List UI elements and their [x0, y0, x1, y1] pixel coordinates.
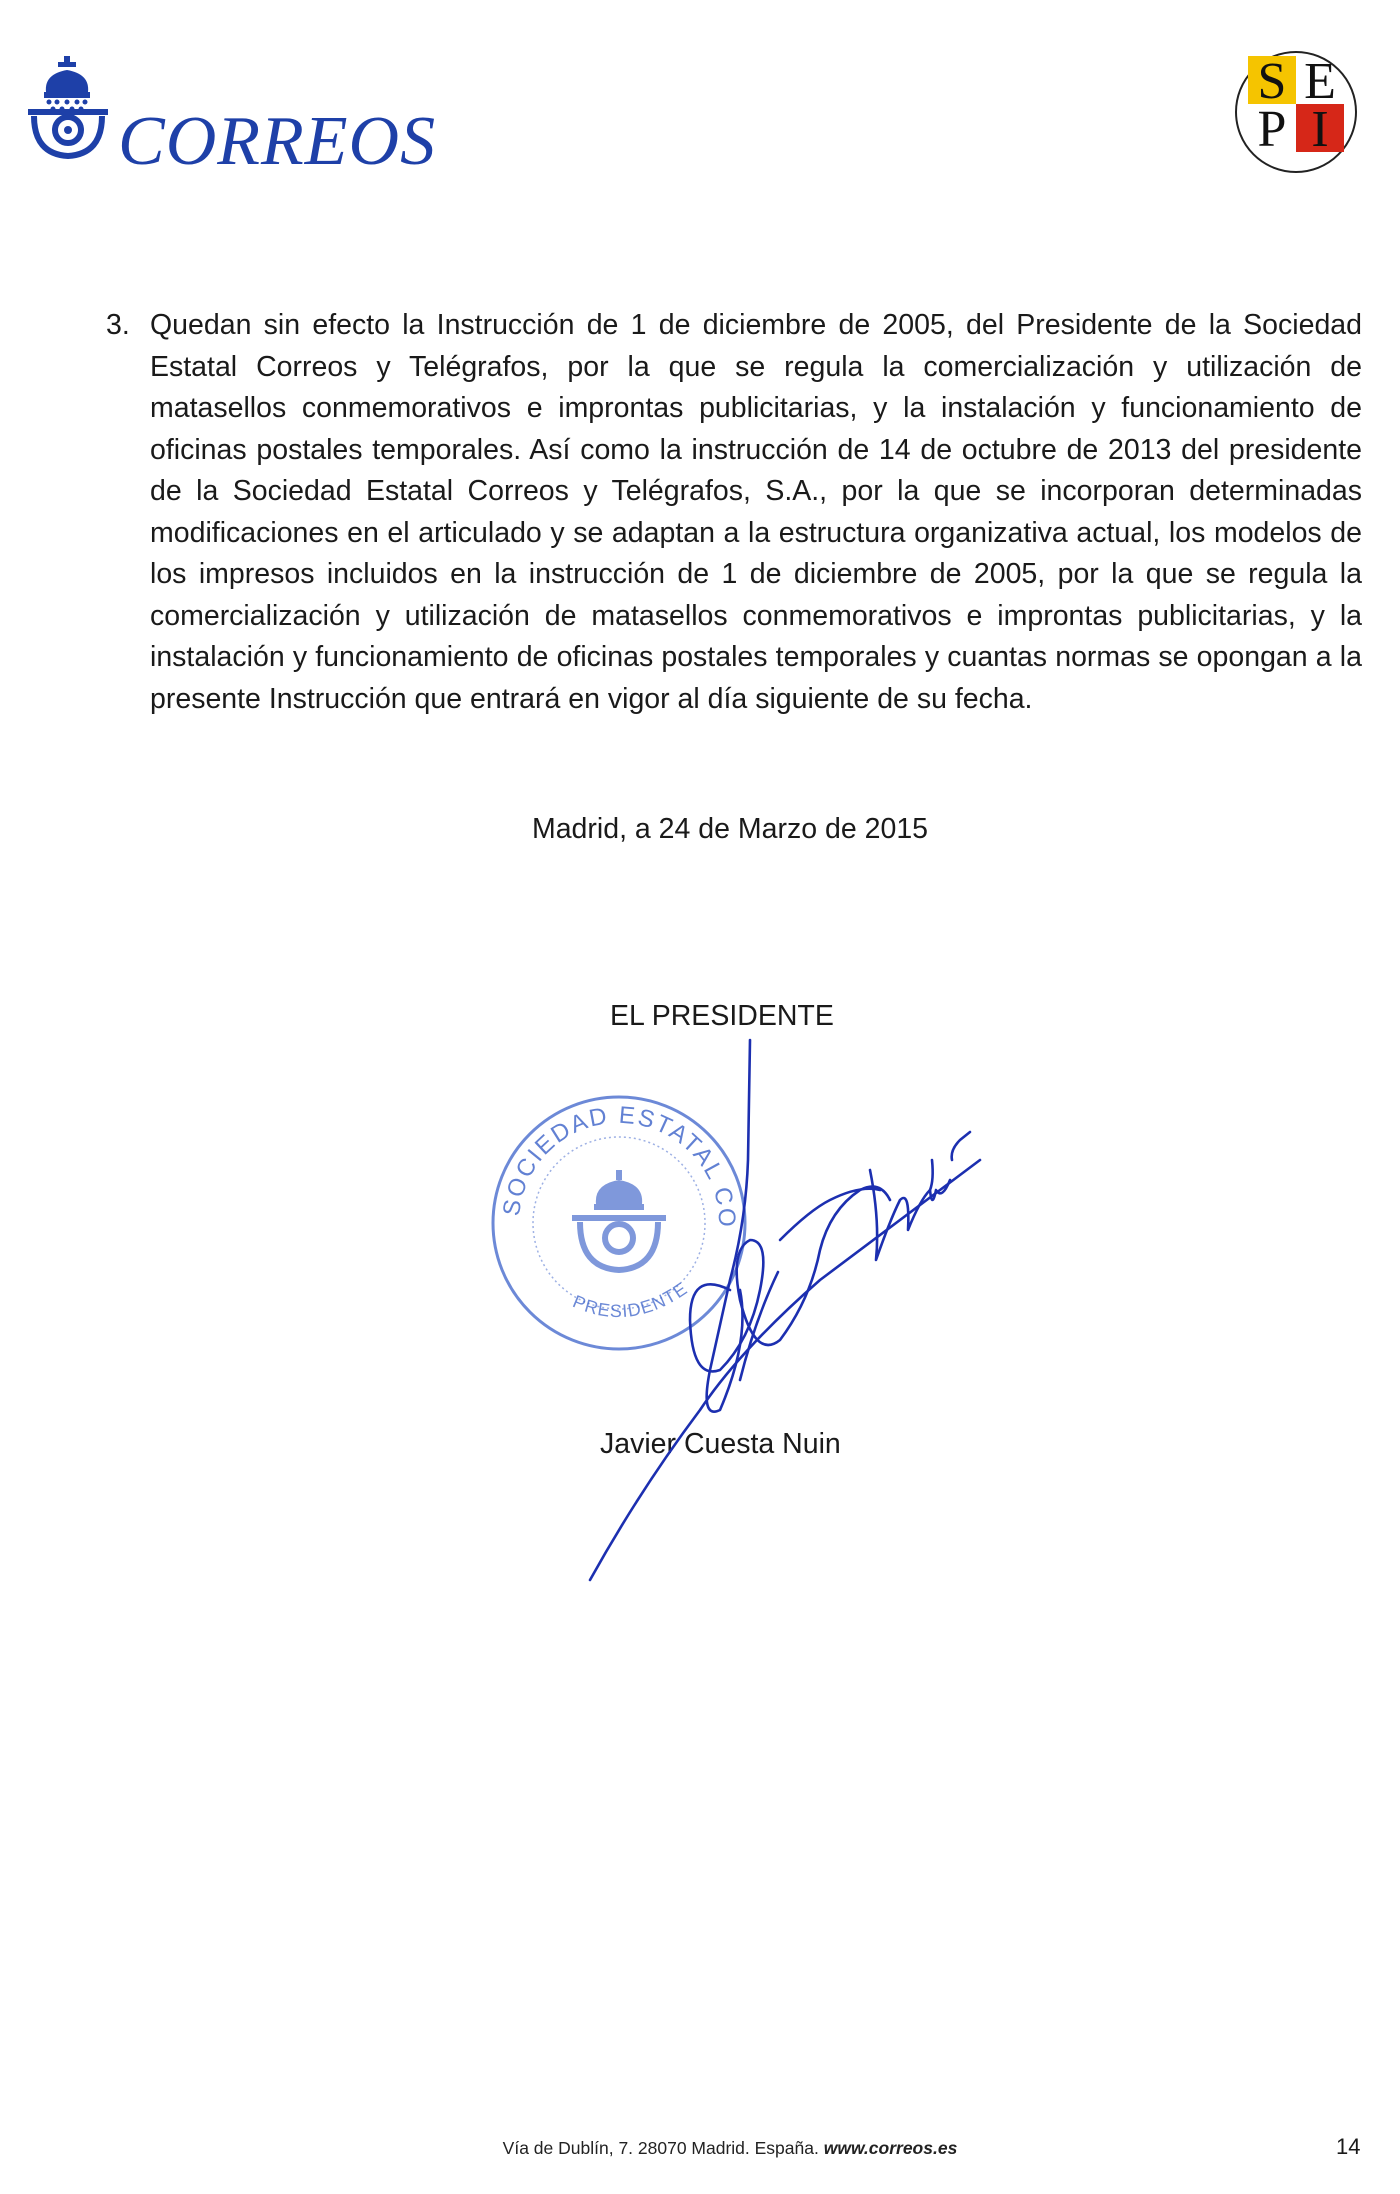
clause-number: 3. — [106, 309, 130, 341]
correos-wordmark: CORREOS — [118, 103, 437, 176]
sepi-letter-i: I — [1311, 101, 1329, 158]
correos-logo — [22, 26, 482, 176]
footer-website: www.correos.es — [823, 2138, 958, 2158]
correos-logo-graphic — [22, 26, 482, 176]
signer-role: EL PRESIDENTE — [610, 1000, 834, 1032]
sepi-letter-p: P — [1257, 101, 1287, 158]
place-date: Madrid, a 24 de Marzo de 2015 — [531, 813, 929, 845]
signer-name: Javier Cuesta Nuin — [600, 1428, 841, 1460]
sepi-letter-e: E — [1304, 53, 1336, 110]
sepi-logo — [1228, 42, 1364, 178]
clause-text: Quedan sin efecto la Instrucción de 1 de diciembre de 2005, del Presidente de la Sociedad Estatal Correos y Telégrafos, por la que se regula la comercialización y utilización de matasellos conmemorativos e improntas publicitarias, y la instalación y funcionamiento de oficinas postales temporales. Así como la instrucción de 14 de octubre de 2013 del presidente de la Sociedad Estatal Correos y Telégrafos, S.A., por la que se incorporan determinadas modificaciones en el articulado y se adaptan a la estructura organizativa actual, los modelos de los impresos incluidos en la instrucción de 1 de diciembre de 2005, por la que se regula la comercialización y utilización de matasellos conmemorativos e improntas publicitarias, y la instalación y funcionamiento de oficinas postales temporales y cuantas normas se opongan a la presente Instrucción que entrará en vigor al día siguiente de su fecha. — [150, 309, 1362, 715]
clause-3 — [106, 305, 1362, 720]
sepi-logo-graphic — [1228, 42, 1364, 178]
footer-address: Vía de Dublín, 7. 28070 Madrid. España. — [502, 2138, 819, 2158]
handwritten-signature — [580, 1040, 1000, 1600]
page-number: 14 — [1336, 2134, 1361, 2159]
handwritten-signature-strokes — [580, 1040, 1000, 1600]
stamp-text: SOCIEDAD ESTATAL CORREOS Y TELEGRAFOS — [477, 1071, 741, 1230]
stamp-bottom-text: PRESIDENTE — [569, 1278, 692, 1322]
sepi-letter-s: S — [1257, 53, 1287, 110]
page-footer — [0, 2138, 1400, 2159]
